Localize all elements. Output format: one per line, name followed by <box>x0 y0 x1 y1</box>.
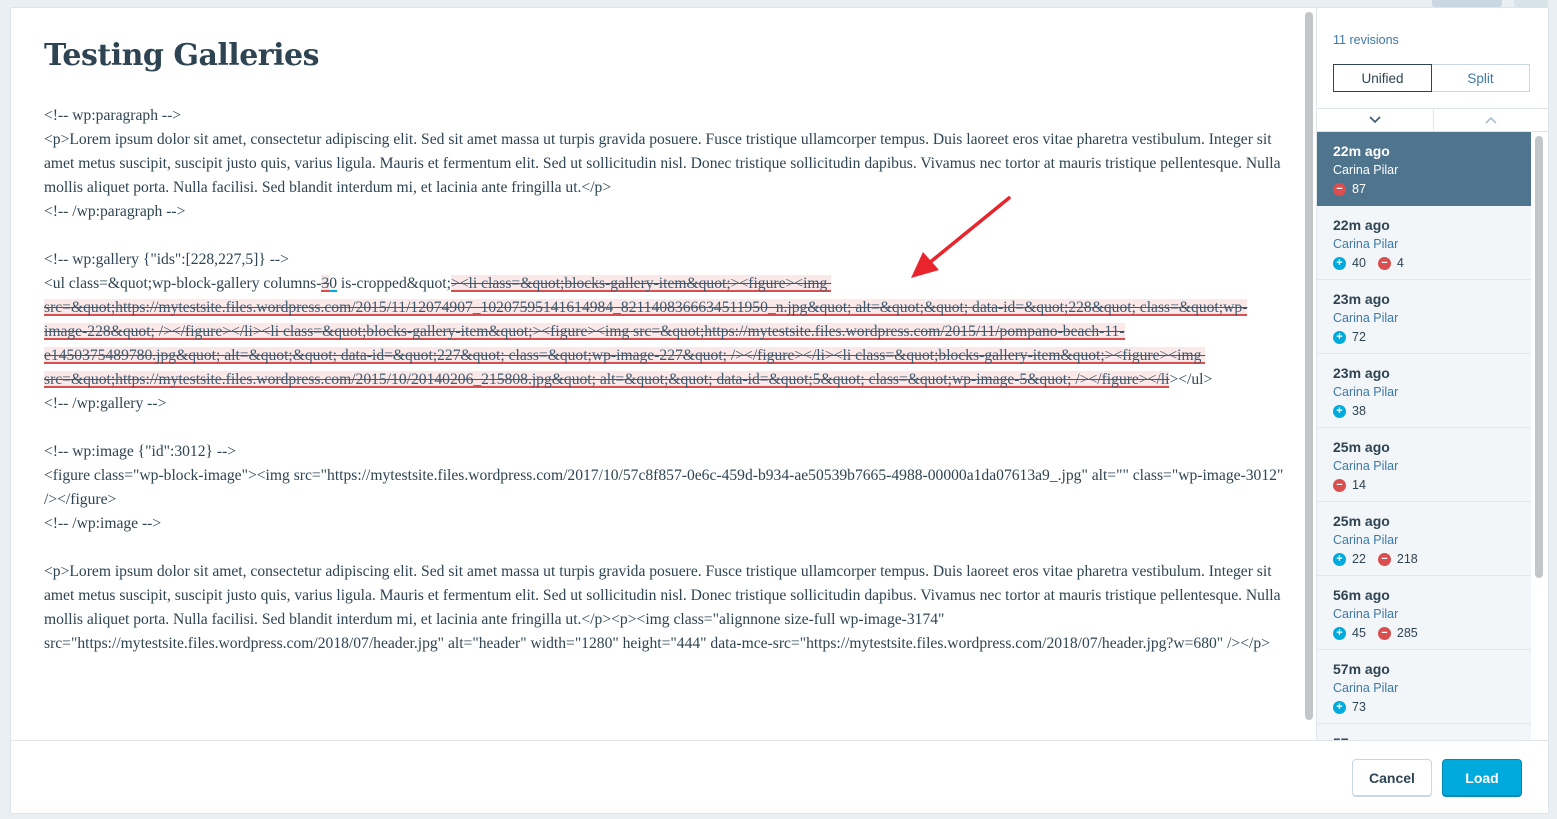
removed-value: 4 <box>1396 256 1404 270</box>
minus-circle-icon: − <box>1378 627 1391 640</box>
diff-body <box>44 104 1284 656</box>
removed-value: 285 <box>1396 626 1418 640</box>
revision-time: 56m ago <box>1333 587 1390 603</box>
revision-stats <box>1333 254 1531 272</box>
revision-item[interactable] <box>1317 132 1531 206</box>
context-text: <!-- wp:gallery {"ids":[228,227,5]} --> <ul class=&quot;wp-block-gallery columns- <box>44 251 322 292</box>
revision-author: Carina Pilar <box>1333 533 1399 547</box>
revision-item[interactable] <box>1317 280 1531 354</box>
background-button <box>1432 0 1502 7</box>
plus-circle-icon: + <box>1333 405 1346 418</box>
plus-circle-icon: + <box>1333 627 1346 640</box>
content-block <box>44 560 1284 656</box>
revision-stats <box>1333 402 1531 420</box>
minus-circle-icon: − <box>1378 553 1391 566</box>
revision-stats <box>1333 624 1531 642</box>
removed-value: 218 <box>1396 552 1418 566</box>
revision-author: Carina Pilar <box>1333 311 1399 325</box>
plus-circle-icon: + <box>1333 257 1346 270</box>
revision-time: 22m ago <box>1333 143 1390 159</box>
revision-author: Carina Pilar <box>1333 459 1399 473</box>
added-value: 72 <box>1352 330 1366 344</box>
view-mode-toggle <box>1333 64 1530 92</box>
revision-author: Carina Pilar <box>1333 163 1399 177</box>
minus-circle-icon: − <box>1333 479 1346 492</box>
revision-item[interactable] <box>1317 650 1531 724</box>
revision-content <box>11 8 1303 740</box>
content-block <box>44 248 1284 416</box>
added-value: 45 <box>1352 626 1366 640</box>
context-text: <!-- wp:image {"id":3012} --> <figure class="wp-block-image"><img src="https://mytestsite.files.wordpress.com/2017/10/57c8f857-0e6c-459d-b934-ae50539b7665-4988-00000a1da07613a9_.jpg" alt="" class="wp-image-3012" /></figure> <!-- /wp:image --> <box>44 443 1284 532</box>
chevron-up-icon <box>1485 116 1497 124</box>
revision-stats <box>1333 328 1531 346</box>
removed-count <box>1378 550 1418 568</box>
revision-time: 25m ago <box>1333 513 1390 529</box>
view-mode-unified-button[interactable]: Unified <box>1333 64 1432 92</box>
added-count <box>1333 328 1366 346</box>
plus-circle-icon: + <box>1333 701 1346 714</box>
newer-revision-button[interactable] <box>1317 109 1433 131</box>
added-count <box>1333 550 1366 568</box>
revision-navigation <box>1317 108 1549 132</box>
removed-count <box>1333 476 1366 494</box>
added-text: 0 <box>329 275 338 292</box>
revision-author: Carina Pilar <box>1333 385 1399 399</box>
revision-author: Carina Pilar <box>1333 237 1399 251</box>
removed-value: 14 <box>1352 478 1366 492</box>
revision-item[interactable] <box>1317 428 1531 502</box>
added-value: 38 <box>1352 404 1366 418</box>
content-block <box>44 440 1284 536</box>
revision-stats <box>1333 698 1531 716</box>
removed-count <box>1378 624 1418 642</box>
plus-circle-icon: + <box>1333 553 1346 566</box>
added-count <box>1333 402 1366 420</box>
revisions-sidebar <box>1316 8 1548 740</box>
context-text: ></ul> <!-- /wp:gallery --> <box>44 371 1213 412</box>
added-count <box>1333 624 1366 642</box>
revision-time: 22m ago <box>1333 217 1390 233</box>
revision-stats <box>1333 550 1531 568</box>
load-button[interactable]: Load <box>1442 759 1522 797</box>
revision-time: 23m ago <box>1333 291 1390 307</box>
removed-text: ><li class=&quot;blocks-gallery-item&quot;><figure><img src=&quot;https://mytestsite.files.wordpress.com/2015/11/12074907_10207595141614984_8211408366634511950_n.jpg&quot; alt=&quot;&quot; data-id=&quot;228&quot; class=&quot;wp-image-228&quot; /></figure></li><li class=&quot;blocks-gallery-item&quot;><figure><img src=&quot;https://mytestsite.files.wordpress.com/2015/11/pompano-beach-11-e1450375489780.jpg&quot; alt=&quot;&quot; data-id=&quot;227&quot; class=&quot;wp-image-227&quot; /></figure></li><li class=&quot;blocks-gallery-item&quot;><figure><img src=&quot;https://mytestsite.files.wordpress.com/2015/10/20140206_215808.jpg&quot; alt=&quot;&quot; data-id=&quot;5&quot; class=&quot;wp-image-5&quot; /></figure></li <box>44 275 1248 388</box>
removed-text: 3 <box>321 275 330 292</box>
revision-time: 23m ago <box>1333 365 1390 381</box>
revision-author: Carina Pilar <box>1333 681 1399 695</box>
revision-item[interactable] <box>1317 502 1531 576</box>
removed-count <box>1378 254 1404 272</box>
revisions-dialog <box>11 8 1548 813</box>
revision-author: Carina Pilar <box>1333 607 1399 621</box>
revision-time: 57m ago <box>1333 661 1390 677</box>
revision-list <box>1317 132 1531 740</box>
background-button <box>1514 0 1548 7</box>
sidebar-scrollbar[interactable] <box>1535 136 1543 578</box>
added-value: 73 <box>1352 700 1366 714</box>
cancel-button[interactable]: Cancel <box>1352 759 1432 797</box>
view-mode-split-button[interactable]: Split <box>1432 64 1530 92</box>
minus-circle-icon: − <box>1333 183 1346 196</box>
content-block <box>44 104 1284 224</box>
minus-circle-icon: − <box>1378 257 1391 270</box>
post-title: Testing Galleries <box>44 38 319 73</box>
added-count <box>1333 254 1366 272</box>
revision-stats <box>1333 476 1531 494</box>
revision-item[interactable] <box>1317 354 1531 428</box>
added-value: 40 <box>1352 256 1366 270</box>
dialog-footer <box>11 740 1548 813</box>
revision-item[interactable] <box>1317 576 1531 650</box>
removed-value: 87 <box>1352 182 1366 196</box>
plus-circle-icon: + <box>1333 331 1346 344</box>
content-scrollbar[interactable] <box>1305 12 1313 720</box>
revision-item[interactable] <box>1317 206 1531 280</box>
added-count <box>1333 698 1366 716</box>
revision-stats <box>1333 180 1531 198</box>
revision-count: 11 revisions <box>1333 33 1399 47</box>
chevron-down-icon <box>1369 116 1381 124</box>
context-text: is-cropped&quot; <box>337 275 451 292</box>
added-value: 22 <box>1352 552 1366 566</box>
revision-time: 25m ago <box>1333 439 1390 455</box>
context-text: <p>Lorem ipsum dolor sit amet, consectetur adipiscing elit. Sed sit amet massa ut turpis gravida posuere. Fusce tristique ullamcorper tempus. Duis laoreet eros vitae pharetra vestibulum. Integer sit amet metus suscipit, suscipit justo quis, varius ligula. Mauris et fermentum elit. Sed ut sollicitudin nisl. Donec tristique sollicitudin dapibus. Vivamus nec tortor at mauris tristique pellentesque. Nulla mollis aliquet porta. Nulla facilisi. Sed blandit interdum mi, et lacinia ante fringilla ut.</p><p><img class="alignnone size-full wp-image-3174" src="https://mytestsite.files.wordpress.com/2018/07/header.jpg" alt="header" width="1280" height="444" data-mce-src="https://mytestsite.files.wordpress.com/2018/07/header.jpg?w=680" /></p> <box>44 563 1285 652</box>
older-revision-button[interactable] <box>1433 109 1550 131</box>
context-text: <!-- wp:paragraph --> <p>Lorem ipsum dolor sit amet, consectetur adipiscing elit. Sed sit amet massa ut turpis gravida posuere. Fusce tristique ullamcorper tempus. Duis laoreet eros vitae pharetra vestibulum. Integer sit amet metus suscipit, suscipit justo quis, varius ligula. Mauris et fermentum elit. Sed ut sollicitudin nisl. Donec tristique sollicitudin dapibus. Vivamus nec tortor at mauris tristique pellentesque. Nulla mollis aliquet porta. Nulla facilisi. Sed blandit interdum mi, et lacinia ante fringilla ut.</p> <!-- /wp:paragraph --> <box>44 107 1281 220</box>
removed-count <box>1333 180 1366 198</box>
